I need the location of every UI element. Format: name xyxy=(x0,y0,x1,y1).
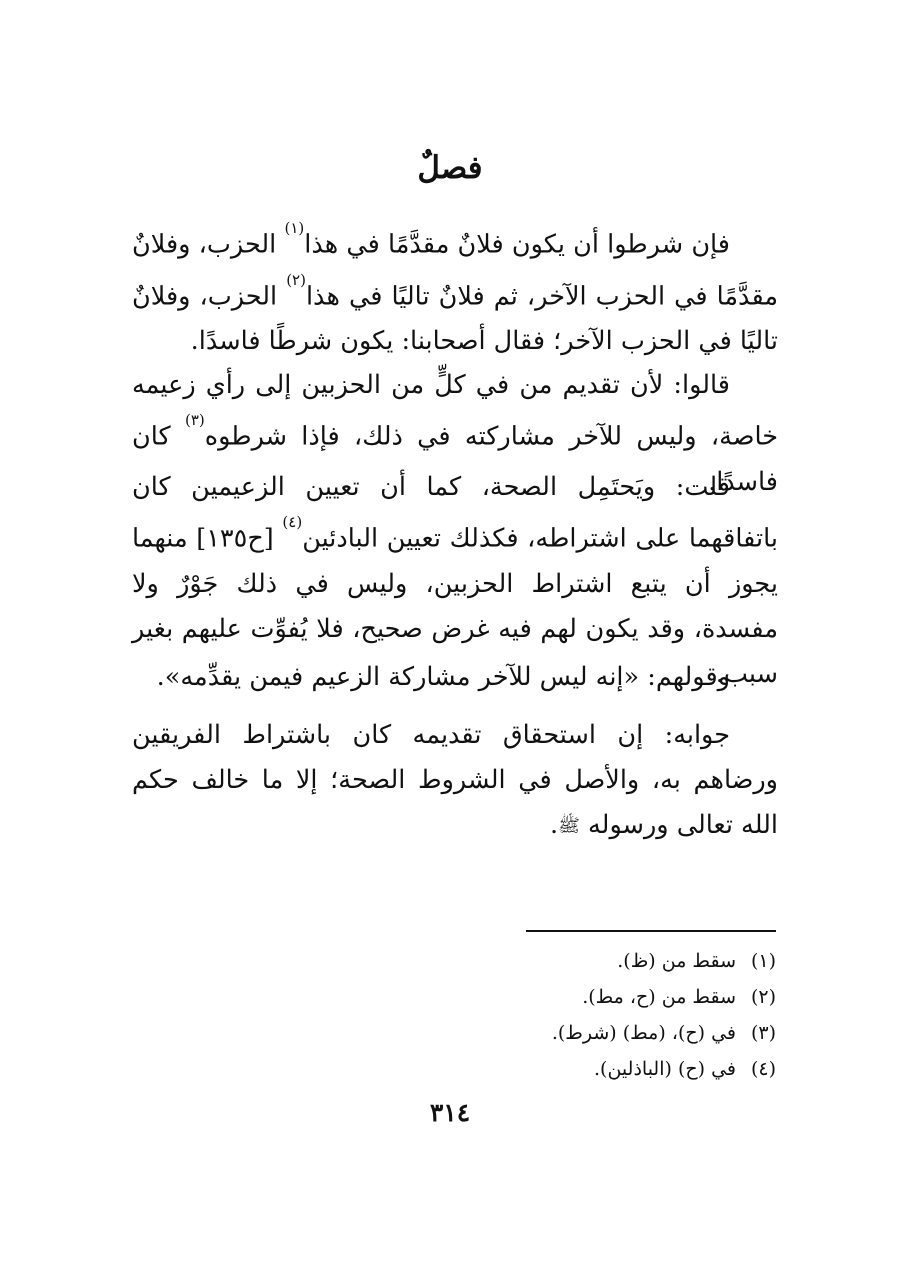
footnote-text: سقط من (ظ). xyxy=(617,950,736,972)
paragraph-1-text-c: الحزب، وفلانٌ تاليًا في الحزب الآخر؛ فقال أصحابنا: يكون شرطًا فاسدًا. xyxy=(132,281,778,356)
section-heading: فصلٌ xyxy=(417,150,483,186)
footnote-ref-1: (١) xyxy=(284,219,305,237)
footnote-number: (٣) xyxy=(750,1022,776,1044)
footnote-text: في (ح) (الباذلين). xyxy=(594,1058,736,1080)
footnote-text: سقط من (ح، مط). xyxy=(582,986,736,1008)
footnote-ref-2: (٢) xyxy=(286,270,306,289)
paragraph-3-text-b: [ح١٣٥] منهما يجوز أن يتبع اشتراط الحزبين، وليس في ذلك جَوْرٌ ولا مفسدة، وقد يكون لهم فيه غرض صحيح، فلا يُفوِّت عليهم بغير سبب. xyxy=(132,523,778,689)
paragraph-4 xyxy=(132,655,778,700)
paragraph-4-text: وقولهم: «إنه ليس للآخر مشاركة الزعيم فيمن يقدِّمه». xyxy=(156,662,730,692)
footnotes-list xyxy=(416,943,776,1087)
footnote-ref-3: (٣) xyxy=(184,411,205,429)
paragraph-1 xyxy=(132,216,778,364)
paragraph-2-text-b: كان فاسدًا. xyxy=(132,421,778,497)
paragraph-3-text-a: قلت: ويَحتَمِل الصحة، كما أن تعيين الزعيمين كان باتفاقهما على اشتراطه، فكذلك تعيين البادئين xyxy=(132,472,778,554)
footnote-2 xyxy=(416,979,776,1015)
paragraph-5-text: جوابه: إن استحقاق تقديمه كان باشتراط الفريقين ورضاهم به، والأصل في الشروط الصحة؛ إلا ما خالف حكم الله تعالى ورسوله xyxy=(132,720,778,840)
paragraph-5-end: . xyxy=(550,810,559,840)
footnote-number: (٤) xyxy=(750,1058,776,1080)
footnote-number: (١) xyxy=(750,950,776,972)
page-number: ٣١٤ xyxy=(429,1098,471,1127)
paragraph-1-text-a: فإن شرطوا أن يكون فلانٌ مقدَّمًا في هذا xyxy=(304,229,731,260)
honorific-symbol: ﷺ xyxy=(558,815,580,837)
footnote-4 xyxy=(416,1051,776,1087)
footnote-ref-4: (٤) xyxy=(282,513,303,531)
footnote-text: في (ح)، (مط) (شرط). xyxy=(551,1022,736,1044)
paragraph-5 xyxy=(132,713,778,849)
footnote-3 xyxy=(416,1015,776,1051)
paragraph-1-text-b: الحزب، وفلانٌ مقدَّمًا في الحزب الآخر، ثم فلانٌ تاليًا في هذا xyxy=(132,229,778,311)
footnote-divider xyxy=(526,930,776,932)
footnote-1 xyxy=(416,943,776,979)
paragraph-2-text-a: قالوا: لأن تقديم من في كلٍّ من الحزبين إلى رأي زعيمه خاصة، وليس للآخر مشاركته في ذلك، فإذا شرطوه xyxy=(132,370,778,452)
footnote-number: (٢) xyxy=(750,986,776,1008)
